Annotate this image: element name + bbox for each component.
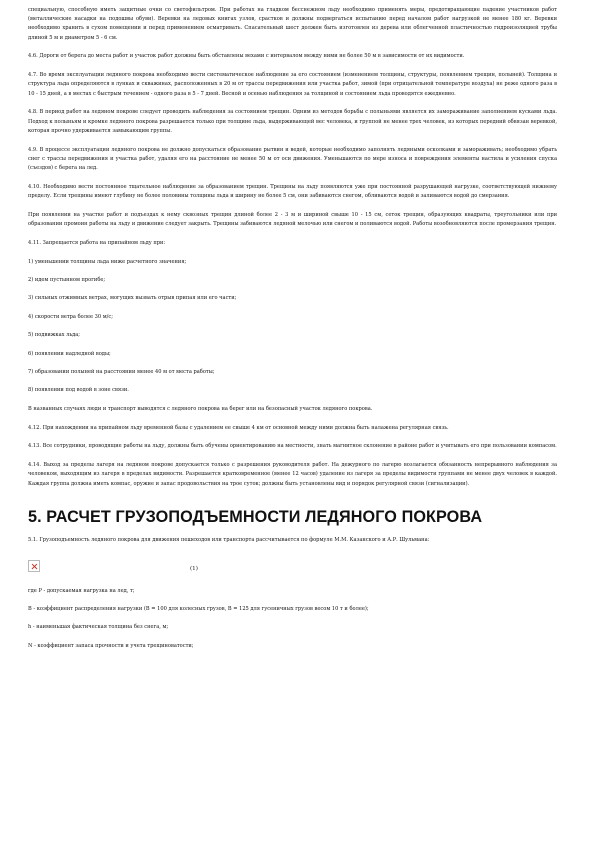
list-item: 2) идем пустынном прогибе; [28,277,106,283]
list-item: 3) сильных отжимных ветрах, могущих вызвать отрыв припая или его части; [28,295,237,302]
paragraph: 4.7. Во время эксплуатации ледяного покрова необходимо вести систематическое наблюдение за его состоянием (изменением толщины, структуры, появлением трещин, полыней). Толщина и структура льда определяются в лунках и скважинах, расположенных в 20 м от трассы передвижения или участка работ, зимой (при отрицательной температуре воздуха) не реже одного раза в 10 - 15 дней, а в местах с быстрым течением - одного раза в 5 - 7 дней. Весной и осенью наблюдения за толщиной и состоянием льда проводятся ежедневно. [28,72,557,97]
paragraph: 4.11. Запрещается работа на припайном льду при: [28,239,166,246]
paragraph: специальную, способную иметь защитные очки со светофильтром. При работах на гладком бесснежном льду необходимо применять меры, предотвращающие падение участников работ (металлические насадки на подошвы обуви). Веревки на ледовых книгах узлов, срастков и должны подвергаться испытанию перед началом работ нагрузкой не менее 180 кг. Веревки необходимо хранить в сухом помещении и перед применением осматривать. Спасательный шест должен быть изготовлен из дерева или облегченной пластичностью гидроизоляцией трубы длиной 5 м и диаметром 5 - 6 см. [28,7,557,41]
list-item: 1) уменьшении толщины льда ниже расчетного значения; [28,258,187,265]
list-item: 8) появлении под водой в зоне связи. [28,387,129,394]
list-item: 7) образовании полыней на расстоянии менее 40 м от места работы; [28,368,215,375]
paragraph: 4.10. Необходимо вести постоянное тщательное наблюдение за образованием трещин. Трещины на льду появляются уже при постоянной разрушающей нагрузке, соответствующей нижнему пределу. Если трещины имеют глубину не более половины толщины льда и ширину не более 5 см, они забиваются снегом, обливаются водой и заливаются водой до смерзания. [28,183,557,200]
list-item: 5) подвижках льда; [28,332,81,339]
conditions-list [28,258,557,396]
paragraphs-mid [28,405,557,489]
paragraph: 4.13. Все сотрудники, проводящие работы на льду, должны быть обучены ориентированию на местности, знать магнитное склонение в районе работ и учитывать его при пользовании компасом. [28,443,557,450]
formula-row [28,555,557,577]
section-heading: 5. РАСЧЕТ ГРУЗОПОДЪЕМНОСТИ ЛЕДЯНОГО ПОКРОВА [28,507,483,526]
broken-image-icon [28,560,40,572]
definition-item: B - коэффициент распределения нагрузки (B = 100 для колесных грузов, B = 125 для гусеничных грузов весом 10 т и более); [28,605,369,612]
paragraph: 4.8. В период работ на ледяном покрове следует проводить наблюдения за состоянием трещин. Одним из методов борьбы с полыньями является их замораживание заполнением кусками льда. Подход к полыньям и кромке ледяного покрова разрешается только при толщине льда, выдерживающей вес человека, и группой не менее трех человек, из которых передний обвязан веревкой, которая прочно удерживается замыкающим группы. [28,109,557,134]
definition-item: где Р - допускаемая нагрузка на лед, т; [28,587,135,594]
paragraph-5-1: 5.1. Грузоподъемность ледяного покрова для движения пешеходов или транспорта рассчитывается по формуле М.М. Казанского и А.Р. Шульмана: [28,536,430,543]
definition-item: h - наименьшая фактическая толщина без снега, м; [28,624,169,631]
list-item: 4) скорости ветра более 30 м/с; [28,313,113,320]
paragraph: В названных случаях люди и транспорт выводятся с ледяного покрова на берег или на безопасный участок ледяного покрова. [28,405,373,412]
paragraph: 4.6. Дороги от берега до места работ и участок работ должны быть обставлены вехами с интервалом между ними не более 50 м в зависимости от их видимости. [28,53,465,60]
list-item: 6) появлении надледной воды; [28,350,111,357]
paragraph: 4.9. В процессе эксплуатации ледяного покрова не должно допускаться образование рытвин и ведей, которые необходимо заполнять ледяными осколками и замораживать; необходимо убрать снег с трассы передвижения и участка работ, удаляя его на расстояние не менее 50 м от оси движения. Уменьшаются по мере износа и повреждения элементы настила и усиления спуска (съездов) с берега на лед. [28,146,557,172]
formula-number: (1) [190,565,198,572]
paragraph: При появлении на участке работ и подъездах к нему сквозных трещин длиной более 2 - 3 м и шириной свыше 10 - 15 см, сеток трещин, образующих квадраты, треугольники или при образовании промоин работы на льду и движение следует закрыть. Трещины забиваются ледяной мелочью или снегом и поливаются водой. Работы возобновляются после промерзания трещин. [28,211,557,228]
paragraphs-top [28,6,557,248]
paragraph: 4.14. Выход за пределы лагеря на ледяном покрове допускается только с разрешения руководителя работ. На дежурного по лагерю возлагается обязанность непрерывного наблюдения за человеком, выходящим из лагеря в пределах видимости. Разрешается кратковременное (менее 12 часов) удаление из лагеря за пределы видимости группами не менее двух человек в каждой. Каждая группа должна иметь компас, оружие и запас продовольствия на трое суток; должны быть установлены вид и порядок регулярной связи (сигнализации). [28,462,557,487]
paragraph: 4.12. При нахождении на припайном льду временной базы с удалением ее свыше 4 км от основной между ними должна быть налажена регулярная связь. [28,424,449,431]
definition-item: N - коэффициент запаса прочности и учета трещиноватости; [28,642,194,649]
definitions [28,587,557,651]
